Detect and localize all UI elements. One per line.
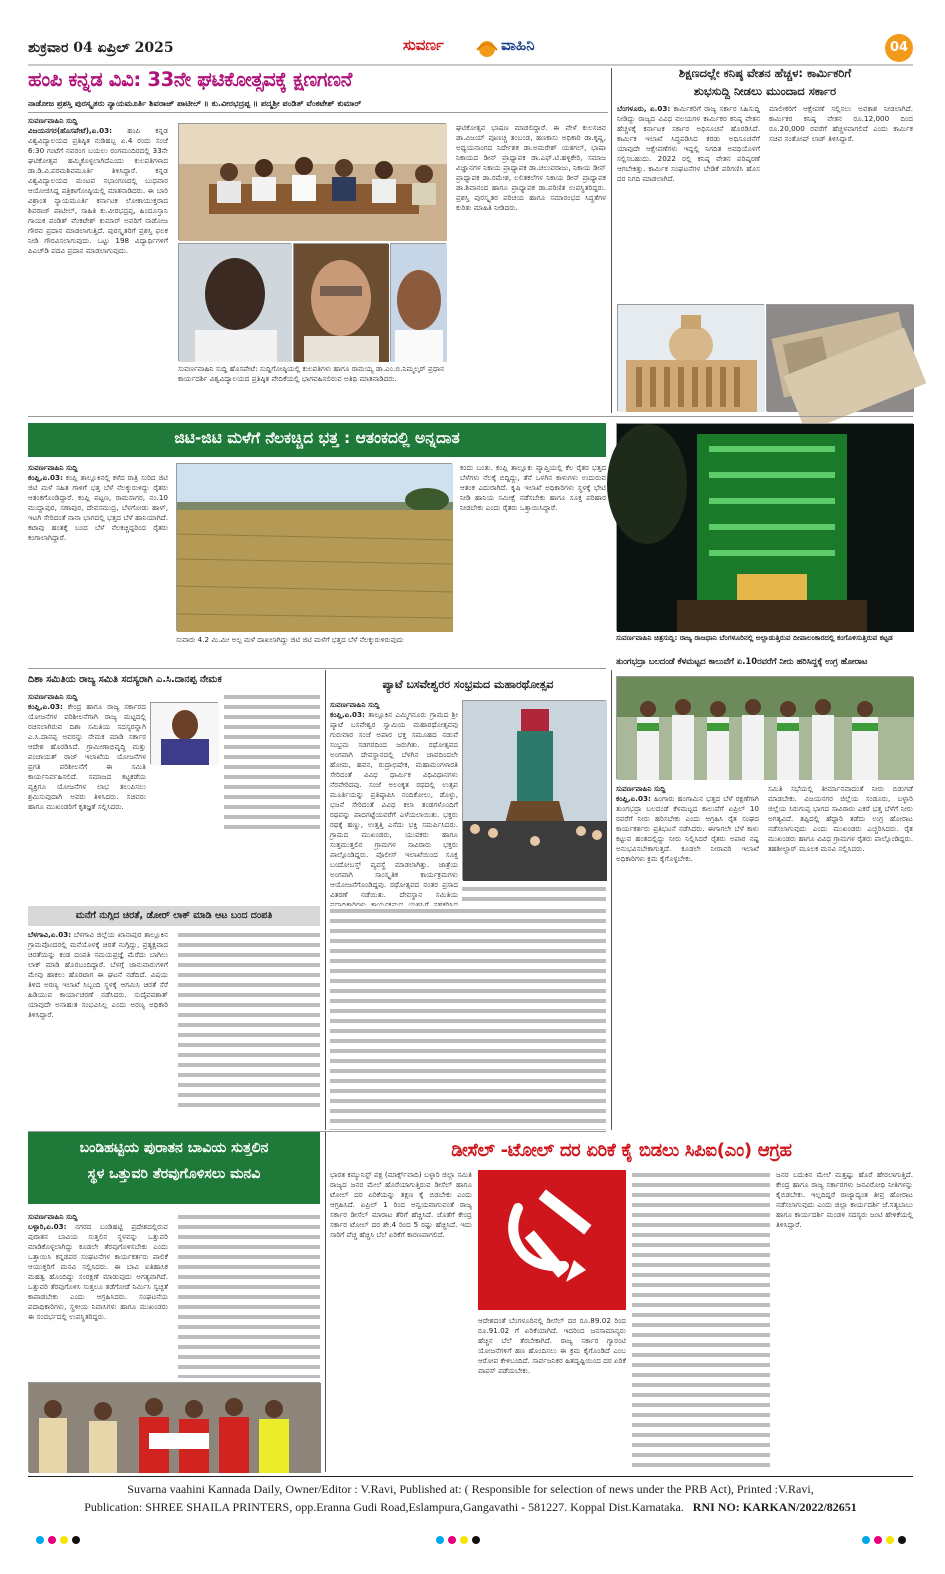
hampi-body-2: ಘಟಿಕೋತ್ಸವ ಭಾಷಣ ಮಾಡಲಿದ್ದಾರೆ. ಈ ವೇಳೆ ಕುಲಸಚಿವ ಡಾ.ವಿಜಯ್ ಪೂಣಚ್ಚ ತಂಬಂಡ, ಹಣಕಾಸು ಅಧಿಕಾರಿ ಡಾ.ಕೃಷ್ಣ, ಅಧ್ಯಯನಾಂಗದ ನಿರ್ದೇಶಕ ಡಾ.ಅಮರೇಶ್ ಯತಗಲ್, ಭಾಷಾ ನಿಕಾಯದ ಡೀನ್ ಪ್ರಾಧ್ಯಾಪಕ ಡಾ.ಎಫ್.ಟಿ.ಹಳ್ಳಿಕೇರಿ, ಸಮಾಜ ವಿಜ್ಞಾನಗಳ ನಿಕಾಯ ಪ್ರಾಧ್ಯಾಪಕ ಡಾ.ಚಲುವರಾಜು, ನಿಕಾಯ ಡೀನ್ ಪ್ರಾಧ್ಯಾಪಕ ಡಾ.ರಮೇಶ, ಲಲಿತಕಲೆಗಳ ನಿಕಾಯ ಡೀನ್ ಪ್ರಾಧ್ಯಾಪಕ ಡಾ.ಶಿವಾನಂದ ಹಾಗೂ ಪ್ರಾಧ್ಯಾಪಕ ಡಾ.ಪರಿಣಿತ ಉಪಸ್ಥಿತರಿದ್ದರು. ಪ್ರಶಸ್ತಿ ಪುರಸ್ಕೃತರ ಪರಿಚಯ ಹಾಗೂ ಸಮಾರಂಭದ ಸಿದ್ಧತೆಗಳ ಕುರಿತು ಮಾಹಿತಿ ನೀಡಿದರು. bbox=[456, 123, 606, 212]
chariot-photo bbox=[462, 700, 606, 880]
press-meet-photo bbox=[178, 123, 446, 240]
wage-dateline: ಬೆಂಗಳೂರು, ಏ.03: bbox=[617, 104, 671, 113]
jatre-headline: ಪ್ಯಾಟೆ ಬಸವೇಶ್ವರರ ಸಂಭ್ರಮದ ಮಹಾರಥೋತ್ಸವ bbox=[382, 678, 554, 691]
jiti-body-1: ಕಂಪ್ಲಿ ತಾಲ್ಲೂಕಿನಲ್ಲಿ ಕಳೆದ ರಾತ್ರಿ ಸುರಿದ ಜಿಟಿ ಜಿಟಿ ಮಳೆ ಸಹಿತ ಗಾಳಿಗೆ ಭತ್ತ ಬೆಳೆ ನೆಲಕ್ಕುರುಳಿದ್ದು ರೈತರು ಆತಂಕಗೊಂಡಿದ್ದಾರೆ. ಕಂಪ್ಲಿ ಪಟ್ಟಣ, ರಾಮಸಾಗರ, ನಂ.10 ಮುದ್ದಾಪುರ, ಸಣಾಪುರ, ದೇವಸಮುದ್ರ, ಬೆಳಗೋಡು ಹಾಳ್, ಇಟಗಿ ಸೇರಿದಂತೆ ನಾನಾ ಭಾಗದಲ್ಲಿ ಭತ್ತದ ಬೆಳೆ ಹಾನಿಯಾಗಿದೆ. ಕಟಾವು ಹಂತಕ್ಕೆ ಬಂದ ಬೆಳೆ ನೆಲಕಚ್ಚಿದ್ದರಿಂದ ರೈತರು ಕಂಗಾಲಾಗಿದ್ದಾರೆ. bbox=[28, 473, 168, 542]
portrait-veerabhadrappa bbox=[293, 243, 388, 361]
wage-story bbox=[617, 66, 913, 411]
bavi-byline: ಸುವರ್ಣವಾಹಿನಿ ಸುದ್ದಿ bbox=[28, 1212, 78, 1221]
hampi-photo-caption: ಸುವರ್ಣವಾಹಿನಿ ಸುದ್ದಿ ಹೊಸಪೇಟೆ: ಸುದ್ದಿಗೋಷ್ಠಿಯಲ್ಲಿ ಕುಲಪತಿಗಳು ಹಾಗೂ ರಾಮಯ್ಯ ಡಾ.ಎಂ.ಬಿ.ನಿಮ್ಮಲ್ಕರ್ ಪ್ರಧಾನ ಕಾರ್ಯದರ್ಶಿ ವಿಶ್ವವಿದ್ಯಾಲಯದ ಪ್ರತಿಷ್ಠಿತ ವೇದಿಕೆಯಲ್ಲಿ ಭಾಗವಹಿಸಲಿರುವ ಅತಿಥಿ ಮಾತನಾಡಿದರು. bbox=[178, 364, 445, 383]
theft-col2 bbox=[178, 930, 320, 1112]
bavi-col1 bbox=[28, 1212, 168, 1378]
section-rule-2 bbox=[28, 668, 606, 669]
diesel-col3 bbox=[632, 1170, 770, 1472]
diesel-body-2: ಆದೇಶದಂತೆ ಬೆಂಗಳೂರಿನಲ್ಲಿ ಡೀಸೆಲ್ ದರ ರೂ.89.02 ರಿಂದ ರೂ.91.02 ಗೆ ಏರಿಕೆಯಾಗಿದೆ. ಇದರಿಂದ ಜನಸಾಮಾನ್ಯರು ಹೆಚ್ಚಿನ ಬೆಲೆ ತೆರಬೇಕಾಗಿದೆ. ರಾಜ್ಯ ಸರ್ಕಾರ ಗ್ಯಾರಂಟಿ ಯೋಜನೆಗಳಿಗೆ ಹಣ ಹೊಂದಿಸಲು ಈ ಕ್ರಮ ಕೈಗೊಂಡಿದೆ ಎಂಬ ಆರೋಪ ಕೇಳಿಬಂದಿದೆ. ಸಾರ್ವಜನಿಕರ ಹಿತದೃಷ್ಟಿಯಿಂದ ದರ ಏರಿಕೆ ವಾಪಸ್ ಪಡೆಯಬೇಕು. bbox=[478, 1316, 626, 1375]
imprint-line-1: Suvarna vaahini Kannada Daily, Owner/Editor : V.Ravi, Published at: ( Responsible for selection of news under the PRB Act), Printed :V.Ravi, bbox=[127, 1482, 814, 1496]
hampi-col2 bbox=[456, 123, 606, 413]
jatre-dateline: ಕಂಪ್ಲಿ,ಏ.03: bbox=[330, 710, 365, 719]
tunga-byline: ಸುವರ್ಣವಾಹಿನಿ ಸುದ್ದಿ bbox=[616, 784, 666, 793]
illuminated-building-photo bbox=[616, 423, 913, 631]
bavi-dateline: ಬಳ್ಳಾರಿ,ಏ.03: bbox=[28, 1222, 67, 1231]
hampi-dateline: ವಿಜಯನಗರ(ಹೊಸಪೇಟೆ),ಏ.03: bbox=[28, 126, 113, 135]
vidhana-soudha-photo bbox=[617, 304, 764, 411]
theft-col1 bbox=[28, 930, 168, 1112]
night-photo-caption: ಸುವರ್ಣವಾಹಿನಿ ಚಿತ್ರಸುದ್ದಿ: ರಾಜ್ಯ ರಾಜಧಾನಿ ಬೆಂಗಳೂರಿನಲ್ಲಿ ಅಲ್ಲಾಡುತ್ತಿರುವ ದೀಪಾಲಂಕಾರದಲ್ಲಿ ಕಂಗೊಳಿಸುತ್ತಿರುವ ಕಟ್ಟಡ bbox=[616, 633, 893, 642]
theft-dateline: ಬೆಳಗಾವಿ,ಏ.03: bbox=[28, 930, 72, 939]
diesel-col4 bbox=[776, 1170, 913, 1472]
disha-body: ಕೇಂದ್ರ ಹಾಗೂ ರಾಜ್ಯ ಸರ್ಕಾರದ ಯೋಜನೆಗಳ ಪರಿಶೀಲನೆಗಾಗಿ ರಾಜ್ಯ ಮಟ್ಟದಲ್ಲಿ ರಚಿಸಲಾಗಿರುವ ದಿಶಾ ಸಮಿತಿಯ ಸದಸ್ಯರನ್ನಾಗಿ ಎ.ಸಿ.ದಾನಪ್ಪ ಅವರನ್ನು ನೇಮಕ ಮಾಡಿ ಸರ್ಕಾರ ಆದೇಶ ಹೊರಡಿಸಿದೆ. ಗ್ರಾಮೀಣಾಭಿವೃದ್ಧಿ ಮತ್ತು ಪಂಚಾಯತ್ ರಾಜ್ ಇಲಾಖೆಯ ಯೋಜನೆಗಳ ಪ್ರಗತಿ ಪರಿಶೀಲನೆಗೆ ಈ ಸಮಿತಿ ಕಾರ್ಯನಿರ್ವಹಿಸಲಿದೆ. ಸಮಾಜದ ಕಟ್ಟಕಡೆಯ ವ್ಯಕ್ತಿಗೂ ಯೋಜನೆಗಳ ಲಾಭ ತಲುಪಿಸಲು ಶ್ರಮಿಸುವುದಾಗಿ ಅವರು ತಿಳಿಸಿದರು. ಸಚಿವರು ಹಾಗೂ ಮುಖಂಡರಿಗೆ ಕೃತಜ್ಞತೆ ಸಲ್ಲಿಸಿದರು. bbox=[28, 702, 146, 811]
brand-logo bbox=[403, 34, 603, 60]
page-number-badge bbox=[885, 34, 913, 62]
page-number: 04 bbox=[889, 40, 909, 55]
imprint bbox=[28, 1480, 913, 1520]
rni-number: RNI NO: KARKAN/2022/82651 bbox=[692, 1500, 857, 1514]
hampi-headline: ಹಂಪಿ ಕನ್ನಡ ವಿವಿ: 33ನೇ ಘಟಿಕೋತ್ಸವಕ್ಕೆ ಕ್ಷಣಗಣನೆ bbox=[28, 68, 353, 91]
hampi-col1 bbox=[28, 116, 168, 413]
diesel-body-3: ಜನರ ಬದುಕಿನ ಮೇಲೆ ಮತ್ತಷ್ಟು ಹೊರೆ ಹೇರಲಾಗುತ್ತಿದೆ. ಕೇಂದ್ರ ಹಾಗೂ ರಾಜ್ಯ ಸರ್ಕಾರಗಳು ಜನವಿರೋಧಿ ನೀತಿಗಳನ್ನು ಕೈಬಿಡಬೇಕು. ಇಲ್ಲದಿದ್ದರೆ ರಾಜ್ಯಾದ್ಯಂತ ತೀವ್ರ ಹೋರಾಟ ನಡೆಸಲಾಗುವುದು ಎಂದು ಜಿಲ್ಲಾ ಕಾರ್ಯದರ್ಶಿ ಜೆ.ಸತ್ಯಬಾಬು ಹಾಗೂ ಕಾರ್ಯದರ್ಶಿ ಮಂಡಳಿ ಸದಸ್ಯರು ಜಂಟಿ ಹೇಳಿಕೆಯಲ್ಲಿ ತಿಳಿಸಿದ್ದಾರೆ. bbox=[776, 1170, 913, 1229]
diesel-col1 bbox=[330, 1170, 472, 1472]
tunga-headline: ತುಂಗಭದ್ರಾ ಬಲದಂಡೆ ಕೆಳಮಟ್ಟದ ಕಾಲುವೆಗೆ ಏ.10ರವರೆಗೆ ನೀರು ಹರಿಸಿದ್ದಕ್ಕೆ ಉಗ್ರ ಹೋರಾಟ bbox=[616, 656, 868, 666]
masthead bbox=[28, 34, 913, 62]
hampi-subhead: ನಾಡೋಜ ಪ್ರಶಸ್ತಿ ಪುರಸ್ಕೃತರು ನ್ಯಾಯಮೂರ್ತಿ ಶಿವರಾಜ್ ಪಾಟೀಲ್ ॥ ಕು.ವೀರಭದ್ರಪ್ಪ ॥ ಪದ್ಮಶ್ರೀ ಪಂಡಿತ್ ವೆಂಕಟೇಶ್ ಕುಮಾರ್ bbox=[28, 98, 362, 108]
farmers-protest-photo bbox=[616, 676, 913, 779]
portrait-shivaraj-patil bbox=[178, 243, 291, 361]
diesel-story bbox=[330, 1140, 913, 1472]
danappa-portrait bbox=[150, 702, 218, 764]
brand-name-right: ವಾಹಿನಿ bbox=[501, 36, 535, 54]
jatre-byline: ಸುವರ್ಣವಾಹಿನಿ ಸುದ್ದಿ bbox=[330, 700, 380, 709]
disha-dateline: ಕಂಪ್ಲಿ,ಏ.03: bbox=[28, 702, 63, 711]
jiti-headline: ಜಿಟಿ-ಜಿಟಿ ಮಳೆಗೆ ನೆಲಕಚ್ಚಿದ ಭತ್ತ : ಆತಂಕದಲ್ಲಿ ಅನ್ನದಾತ bbox=[174, 429, 460, 447]
jiti-col2 bbox=[460, 463, 606, 663]
tunga-story bbox=[616, 656, 913, 1132]
sun-logo-icon bbox=[475, 36, 499, 58]
issue-date: ಶುಕ್ರವಾರ 04 ಏಪ್ರಿಲ್ 2025 bbox=[28, 40, 174, 56]
theft-headline-band bbox=[28, 906, 320, 926]
hampi-story bbox=[28, 68, 608, 413]
bavi-headline-1: ಬಂಡಿಹಟ್ಟಿಯ ಪುರಾತನ ಬಾವಿಯ ಸುತ್ತಲಿನ bbox=[79, 1140, 269, 1156]
cpim-flag-image bbox=[478, 1170, 626, 1310]
wage-body-2: ಮಾಲೀಕರಿಗೆ ಆಕ್ಷೇಪಣೆ ಸಲ್ಲಿಸಲು ಅವಕಾಶ ನೀಡಲಾಗಿದೆ. ಕಾರ್ಮಿಕರ ಕನಿಷ್ಠ ವೇತನ ರೂ.12,000 ದಿಂದ ರೂ.20,000 ರವರೆಗೆ ಹೆಚ್ಚಳವಾಗಲಿದೆ ಎಂದು ಕಾರ್ಮಿಕ ಸಚಿವ ಸಂತೋಷ್ ಲಾಡ್ ತಿಳಿಸಿದ್ದಾರೆ. bbox=[769, 104, 913, 143]
bavi-headline-band bbox=[28, 1132, 320, 1204]
tunga-body-1: ಹಿಂಗಾರು ಹಂಗಾಮಿನ ಭತ್ತದ ಬೆಳೆ ರಕ್ಷಣೆಗಾಗಿ ತುಂಗಭದ್ರಾ ಬಲದಂಡೆ ಕೆಳಮಟ್ಟದ ಕಾಲುವೆಗೆ ಏಪ್ರಿಲ್ 10 ರವರೆಗೆ ನೀರು ಹರಿಸಬೇಕು ಎಂದು ಆಗ್ರಹಿಸಿ ರೈತ ಸಂಘದ ಕಾರ್ಯಕರ್ತರು ಪ್ರತಿಭಟನೆ ನಡೆಸಿದರು. ಈಗಾಗಲೇ ಬೆಳೆ ಕಾಳು ಕಟ್ಟುವ ಹಂತದಲ್ಲಿದ್ದು ನೀರು ನಿಲ್ಲಿಸಿದರೆ ರೈತರು ಅಪಾರ ನಷ್ಟ ಅನುಭವಿಸಬೇಕಾಗುತ್ತದೆ. ಕೂಡಲೇ ನೀರಾವರಿ ಇಲಾಖೆ ಅಧಿಕಾರಿಗಳು ಕ್ರಮ ಕೈಗೊಳ್ಳಬೇಕು. bbox=[616, 794, 759, 863]
diesel-body-1: ಭಾರತ ಕಮ್ಯುನಿಸ್ಟ್ ಪಕ್ಷ (ಮಾರ್ಕ್ಸ್‌ವಾದಿ) ಬಳ್ಳಾರಿ ಜಿಲ್ಲಾ ಸಮಿತಿ ರಾಜ್ಯದ ಜನರ ಮೇಲೆ ಹೊರೆಯಾಗುತ್ತಿರುವ ಡೀಸೆಲ್ ಹಾಗೂ ಟೋಲ್ ದರ ಏರಿಕೆಯನ್ನು ತಕ್ಷಣ ಕೈ ಬಿಡಬೇಕು ಎಂದು ಆಗ್ರಹಿಸಿದೆ. ಏಪ್ರಿಲ್ 1 ರಿಂದ ಅನ್ವಯವಾಗುವಂತೆ ರಾಜ್ಯ ಸರ್ಕಾರ ಡೀಸೆಲ್ ಮಾರಾಟ ತೆರಿಗೆ ಹೆಚ್ಚಿಸಿದೆ. ಜೊತೆಗೆ ಕೇಂದ್ರ ಸರ್ಕಾರ ಟೋಲ್ ದರ ಶೇ.4 ರಿಂದ 5 ರಷ್ಟು ಹೆಚ್ಚಿಸಿದೆ. ಇದು ಸಾರಿಗೆ ವೆಚ್ಚ ಹೆಚ್ಚಿಸಿ ಬೆಲೆ ಏರಿಕೆಗೆ ಕಾರಣವಾಗಲಿದೆ. bbox=[330, 1170, 472, 1239]
bavi-body: ನಗರದ ಬಂಡಿಹಟ್ಟಿ ಪ್ರದೇಶದಲ್ಲಿರುವ ಪುರಾತನ ಬಾವಿಯ ಸುತ್ತಲಿನ ಸ್ಥಳವನ್ನು ಒತ್ತುವರಿ ಮಾಡಿಕೊಳ್ಳಲಾಗಿದ್ದು ಕೂಡಲೇ ತೆರವುಗೊಳಿಸಬೇಕು ಎಂದು ಒತ್ತಾಯಿಸಿ ಕನ್ನಡಪರ ಸಂಘಟನೆಗಳ ಕಾರ್ಯಕರ್ತರು ಪಾಲಿಕೆ ಆಯುಕ್ತರಿಗೆ ಮನವಿ ಸಲ್ಲಿಸಿದರು. ಈ ಬಾವಿ ಐತಿಹಾಸಿಕ ಮಹತ್ವ ಹೊಂದಿದ್ದು ಸಂರಕ್ಷಣೆ ಮಾಡುವುದು ಅಗತ್ಯವಾಗಿದೆ. ಒತ್ತುವರಿ ತೆರವುಗೊಳಿಸಿ ಸುತ್ತಲೂ ತಡೆಗೋಡೆ ನಿರ್ಮಿಸಿ ಸ್ವಚ್ಛತೆ ಕಾಪಾಡಬೇಕು ಎಂದು ಆಗ್ರಹಿಸಿದರು. ಸಂಘಟನೆಯ ಪದಾಧಿಕಾರಿಗಳು, ಸ್ಥಳೀಯ ನಿವಾಸಿಗಳು ಹಾಗೂ ಮುಖಂಡರು ಈ ಸಂದರ್ಭದಲ್ಲಿ ಉಪಸ್ಥಿತರಿದ್ದರು. bbox=[28, 1222, 168, 1321]
bavi-story bbox=[28, 1132, 320, 1472]
jiti-story bbox=[28, 423, 606, 666]
divider-top bbox=[611, 68, 612, 413]
jatre-story bbox=[330, 674, 606, 1132]
footer-rule bbox=[28, 1476, 913, 1477]
diesel-headline: ಡೀಸೆಲ್ -ಟೋಲ್ ದರ ಏರಿಕೆ ಕೈ ಬಿಡಲು ಸಿಪಿಐ(ಎಂ) ಆಗ್ರಹ bbox=[451, 1140, 792, 1161]
theft-story bbox=[28, 930, 320, 1130]
divider-mid-left bbox=[325, 670, 326, 1130]
tunga-col2 bbox=[768, 784, 913, 1130]
disha-col1 bbox=[28, 692, 146, 834]
disha-headline: ದಿಶಾ ಸಮಿತಿಯ ರಾಜ್ಯ ಸಮಿತಿ ಸದಸ್ಯರಾಗಿ ಎ.ಸಿ.ದಾನಪ್ಪ ನೇಮಕ bbox=[28, 674, 222, 685]
hampi-body-1: ಹಂಪಿ ಕನ್ನಡ ವಿಶ್ವವಿದ್ಯಾಲಯದ ಪ್ರತಿಷ್ಠಿತ ನುಡಿಹಬ್ಬ ಏ.4 ರಂದು ಸಂಜೆ 6:30 ಗಂಟೆಗೆ ನವರಂಗ ಬಯಲು ರಂಗಮಂದಿರದಲ್ಲಿ 33ನೇ ಘಟಿಕೋತ್ಸವ ಹಮ್ಮಿಕೊಳ್ಳಲಾಗಿದೆಎಂದು ಕುಲಪತಿಗಳಾದ ಡಾ.ಡಿ.ವಿ.ಪರಮಶಿವಮೂರ್ತಿ ತಿಳಿಸಿದ್ದಾರೆ. ಕನ್ನಡ ವಿಶ್ವವಿದ್ಯಾಲಯದ ಮಂಟಪ ಸಭಾಂಗಣದಲ್ಲಿ ಬುಧವಾರ ಆಯೋಜಿಸಿದ್ದ ಪತ್ರಿಕಾಗೋಷ್ಠಿಯಲ್ಲಿ ಮಾತನಾಡಿದರು. ಈ ಬಾರಿ ವಿಶ್ರಾಂತ ನ್ಯಾಯಮೂರ್ತಿ ಕರ್ನಾಟಕ ಲೋಕಾಯುಕ್ತರಾದ ಶಿವರಾಜ್ ಪಾಟೀಲ್, ಸಾಹಿತಿ ಕು.ವೀರಭದ್ರಪ್ಪ, ಹಿಂದೂಸ್ತಾನಿ ಗಾಯಕ ಪಂಡಿತ್ ವೆಂಕಟೇಶ್ ಕುಮಾರ್ ಅವರಿಗೆ ನಾಡೋಜ ಗೌರವ ಪ್ರದಾನ ಮಾಡಲಾಗುತ್ತಿದೆ. ಪುರಸ್ಕೃತರಿಗೆ ಪ್ರಶಸ್ತಿ ಫಲಕ ನೀಡಿ ಗೌರವಿಸಲಾಗುವುದು. ಒಟ್ಟು 198 ವಿದ್ಯಾರ್ಥಿಗಳಿಗೆ ಪಿಎಚ್‌ಡಿ ಪದವಿ ಪ್ರದಾನ ಮಾಡಲಾಗುವುದು. bbox=[28, 126, 168, 255]
memorandum-photo bbox=[28, 1382, 320, 1472]
jatre-col1 bbox=[330, 700, 458, 919]
wage-body-1: ಕಾರ್ಮಿಕರಿಗೆ ರಾಜ್ಯ ಸರ್ಕಾರ ಸಿಹಿಸುದ್ದಿ ನೀಡಿದ್ದು ರಾಜ್ಯದ ವಿವಿಧ ವಲಯಗಳ ಕಾರ್ಮಿಕರ ಕನಿಷ್ಠ ವೇತನ ಹೆಚ್ಚಳಕ್ಕೆ ಕರ್ನಾಟಕ ಸರ್ಕಾರ ಅಧಿಸೂಚನೆ ಹೊರಡಿಸಿದೆ. ಕಾರ್ಮಿಕ ಇಲಾಖೆ ಸಿದ್ಧಪಡಿಸಿದ ಕರಡು ಅಧಿಸೂಚನೆಗೆ ಯಾವುದೇ ಆಕ್ಷೇಪಣೆಗಳು ಇದ್ದಲ್ಲಿ ನಿಗದಿತ ಅವಧಿಯೊಳಗೆ ಸಲ್ಲಿಸಬಹುದು. 2022 ರಲ್ಲಿ ಕನಿಷ್ಠ ವೇತನ ಪರಿಷ್ಕರಣೆ ಆಗಬೇಕಿತ್ತು. ಕಾರ್ಮಿಕ ಸಂಘಟನೆಗಳ ಬೇಡಿಕೆ ಪರಿಗಣಿಸಿ ಹೊಸ ದರ ನಿಗದಿ ಮಾಡಲಾಗಿದೆ. bbox=[617, 104, 761, 183]
theft-body: ಬೆಳಗಾವಿ ಜಿಲ್ಲೆಯ ಖಾನಾಪುರ ತಾಲ್ಲೂಕಿನ ಗ್ರಾಮವೊಂದರಲ್ಲಿ ಮನೆಯೊಳಕ್ಕೆ ಚಿರತೆ ನುಗ್ಗಿದ್ದು, ಪ್ರತ್ಯಕ್ಷವಾದ ಚಿರತೆಯನ್ನು ಕಂಡ ದಂಪತಿ ಸಮಯಪ್ರಜ್ಞೆ ಮೆರೆದು ಬಾಗಿಲು ಲಾಕ್ ಮಾಡಿ ಹೊರಬಂದಿದ್ದಾರೆ. ಬೆಳಗ್ಗೆ ಜಾನುವಾರುಗಳಿಗೆ ಮೇವು ಹಾಕಲು ಹೊರಟಾಗ ಈ ಘಟನೆ ನಡೆದಿದೆ. ವಿಷಯ ತಿಳಿದ ಅರಣ್ಯ ಇಲಾಖೆ ಸಿಬ್ಬಂದಿ ಸ್ಥಳಕ್ಕೆ ಆಗಮಿಸಿ ಚಿರತೆ ಸೆರೆ ಹಿಡಿಯುವ ಕಾರ್ಯಾಚರಣೆ ನಡೆಸಿದರು. ಸುದೈವವಶಾತ್ ಯಾವುದೇ ಅನಾಹುತ ಸಂಭವಿಸಿಲ್ಲ ಎಂದು ಅರಣ್ಯ ಅಧಿಕಾರಿ ತಿಳಿಸಿದ್ದಾರೆ. bbox=[28, 930, 168, 1019]
print-registration-marks bbox=[0, 1530, 945, 1550]
jiti-col1 bbox=[28, 463, 168, 663]
press-meet-illustration bbox=[179, 124, 447, 241]
wage-headline-2: ಶುಭಸುದ್ದಿ ನೀಡಲು ಮುಂದಾದ ಸರ್ಕಾರ bbox=[693, 84, 837, 98]
hampi-sub-rule bbox=[28, 112, 608, 113]
bavi-headline-2: ಸ್ಥಳ ಒತ್ತುವರಿ ತೆರವುಗೊಳಿಸಲು ಮನವಿ bbox=[87, 1166, 261, 1182]
disha-col2 bbox=[224, 692, 320, 834]
imprint-line-2: Publication: SHREE SHAILA PRINTERS, opp.Eranna Gudi Road,Eslampura,Gangavathi - 581227. Koppal Dist.Karnataka. bbox=[84, 1500, 684, 1514]
bavi-col2 bbox=[178, 1212, 320, 1378]
jiti-headline-band bbox=[28, 423, 606, 457]
jiti-dateline: ಕಂಪ್ಲಿ,ಏ.03: bbox=[28, 473, 63, 482]
wage-headline-1: ಶಿಕ್ಷಣದಲ್ಲೇ ಕನಿಷ್ಠ ವೇತನ ಹೆಚ್ಚಳ: ಕಾರ್ಮಿಕರಿಗೆ bbox=[678, 66, 852, 80]
jiti-body-2: ಕಂದು ಬಂತು. ಕಂಪ್ಲಿ ತಾಲ್ಲೂಕು ವ್ಯಾಪ್ತಿಯಲ್ಲಿ ಕೆಲ ರೈತರ ಭತ್ತದ ಬೆಳೆಗಳು ನೆಲಕ್ಕೆ ಬಿದ್ದಿದ್ದು, ತೆನೆ ಒಳಗಿನ ಕಾಳುಗಳು ಉದುರುವ ಆತಂಕ ಎದುರಾಗಿದೆ. ಕೃಷಿ ಇಲಾಖೆ ಅಧಿಕಾರಿಗಳು ಸ್ಥಳಕ್ಕೆ ಭೇಟಿ ನೀಡಿ ಹಾನಿಯ ಸಮೀಕ್ಷೆ ನಡೆಸಬೇಕು ಹಾಗೂ ಸೂಕ್ತ ಪರಿಹಾರ ನೀಡಬೇಕು ಎಂದು ರೈತರು ಒತ್ತಾಯಿಸಿದ್ದಾರೆ. bbox=[460, 463, 606, 512]
jiti-photo-caption: ಸುವಾರು 4.2 ಮಿ.ಮೀ ಅಲ್ಪ ಮಳೆ ದಾಖಲಾಗಿದ್ದು ಜಿಟಿ ಜಿಟಿ ಮಳೆಗೆ ಭತ್ತದ ಬೆಳೆ ನೆಲಕ್ಕುರುಳಿರುವುದು bbox=[176, 635, 404, 644]
jatre-wide-text bbox=[330, 906, 606, 1130]
divider-bottom bbox=[325, 1132, 326, 1472]
wage-col1 bbox=[617, 104, 760, 302]
section-rule-1 bbox=[28, 416, 913, 417]
currency-notes-photo bbox=[766, 304, 913, 411]
hampi-byline: ಸುವರ್ಣವಾಹಿನಿ ಸುದ್ದಿ bbox=[28, 116, 78, 125]
tunga-col1 bbox=[616, 784, 759, 1130]
disha-byline: ಸುವರ್ಣವಾಹಿನಿ ಸುದ್ದಿ bbox=[28, 692, 78, 701]
jatre-body: ತಾಲ್ಲೂಕಿನ ಎಮ್ಮಿಗನೂರು ಗ್ರಾಮದ ಶ್ರೀ ಪ್ಯಾಟೆ ಬಸವೇಶ್ವರ ಸ್ವಾಮಿಯ ಮಹಾರಥೋತ್ಸವವು ಗುರುವಾರ ಸಂಜೆ ಅಪಾರ ಭಕ್ತ ಸಮೂಹದ ನಡುವೆ ಸಂಭ್ರಮ ಸಡಗರದಿಂದ ಜರುಗಿತು. ರಥೋತ್ಸವದ ಅಂಗವಾಗಿ ದೇವಸ್ಥಾನದಲ್ಲಿ ಬೆಳಗಿನ ಜಾವದಿಂದಲೇ ಹೋಮ, ಹವನ, ರುದ್ರಾಭಿಷೇಕ, ಮಹಾಮಂಗಳಾರತಿ ಸೇರಿದಂತೆ ವಿವಿಧ ಧಾರ್ಮಿಕ ವಿಧಿವಿಧಾನಗಳು ನೆರವೇರಿದವು. ಸಂಜೆ ಅಲಂಕೃತ ರಥದಲ್ಲಿ ಉತ್ಸವ ಮೂರ್ತಿಯನ್ನು ಪ್ರತಿಷ್ಠಾಪಿಸಿ ನಂದಿಕೋಲು, ಡೊಳ್ಳು, ಭಜನೆ ಸೇರಿದಂತೆ ವಿವಿಧ ಕಲಾ ತಂಡಗಳೊಂದಿಗೆ ರಥವನ್ನು ಪಾದಗಟ್ಟೆಯವರೆಗೆ ಎಳೆಯಲಾಯಿತು. ಭಕ್ತರು ರಥಕ್ಕೆ ಹಣ್ಣು, ಉತ್ತತ್ತಿ ಎಸೆದು ಭಕ್ತಿ ಸಮರ್ಪಿಸಿದರು. ಗ್ರಾಮದ ಮುಖಂಡರು, ಯುವಕರು ಹಾಗೂ ಸುತ್ತಮುತ್ತಲಿನ ಗ್ರಾಮಗಳ ಸಾವಿರಾರು ಭಕ್ತರು ಪಾಲ್ಗೊಂಡಿದ್ದರು. ಪೊಲೀಸ್ ಇಲಾಖೆಯಿಂದ ಸೂಕ್ತ ಬಂದೋಬಸ್ತ್ ವ್ಯವಸ್ಥೆ ಮಾಡಲಾಗಿತ್ತು. ಜಾತ್ರೆಯ ಅಂಗವಾಗಿ ಸಾಂಸ್ಕೃತಿಕ ಕಾರ್ಯಕ್ರಮಗಳು ಆಯೋಜನೆಗೊಂಡಿದ್ದವು. ರಥೋತ್ಸವದ ನಂತರ ಪ್ರಸಾದ ವಿತರಣೆ ನಡೆಯಿತು. ದೇವಸ್ಥಾನ ಸಮಿತಿಯ ಪದಾಧಿಕಾರಿಗಳು ಕಾರ್ಯಕ್ರಮದ ಯಶಸ್ಸಿಗೆ ಸಹಕರಿಸಿದ ಎಲ್ಲರಿಗೂ ಕೃತಜ್ಞತೆ ಸಲ್ಲಿಸಿದರು. bbox=[330, 710, 458, 919]
disha-story bbox=[28, 674, 320, 921]
tunga-dateline: ಕಂಪ್ಲಿ,ಏ.03: bbox=[616, 794, 651, 803]
diesel-col2 bbox=[478, 1316, 626, 1472]
tunga-body-2: ಸಮಿತಿ ಸಭೆಯಲ್ಲಿ ತೀರ್ಮಾನವಾದಂತೆ ನೀರು ಬಿಡುಗಡೆ ಮಾಡಬೇಕು. ವಿಜಯನಗರ ಜಿಲ್ಲೆಯ ಸಂಡೂರು, ಬಳ್ಳಾರಿ ಜಿಲ್ಲೆಯ ಸಿರುಗುಪ್ಪ ಭಾಗದ ಸಾವಿರಾರು ಎಕರೆ ಭತ್ತ ಬೆಳೆಗೆ ನೀರು ಅಗತ್ಯವಿದೆ. ತಪ್ಪಿದಲ್ಲಿ ಹೆದ್ದಾರಿ ತಡೆದು ಉಗ್ರ ಹೋರಾಟ ನಡೆಸಲಾಗುವುದು ಎಂದು ಮುಖಂಡರು ಎಚ್ಚರಿಸಿದರು. ರೈತ ಮುಖಂಡರು ಹಾಗೂ ವಿವಿಧ ಗ್ರಾಮಗಳ ರೈತರು ಪಾಲ್ಗೊಂಡಿದ್ದರು. ತಹಶೀಲ್ದಾರ್ ಮೂಲಕ ಮನವಿ ಸಲ್ಲಿಸಿದರು. bbox=[768, 784, 913, 853]
paddy-field-photo bbox=[176, 463, 452, 631]
brand-name-left: ಸುವರ್ಣ bbox=[403, 36, 444, 54]
jiti-byline: ಸುವರ್ಣವಾಹಿನಿ ಸುದ್ದಿ bbox=[28, 463, 78, 472]
theft-headline: ಮನೆಗೆ ನುಗ್ಗಿದ ಚಿರತೆ, ಡೋರ್ ಲಾಕ್ ಮಾಡಿ ಆಟ ಬಂದ ದಂಪತಿ bbox=[75, 910, 273, 921]
portrait-venkatesh-kumar bbox=[390, 243, 446, 361]
wage-col2 bbox=[769, 104, 913, 300]
divider-mid-right bbox=[611, 670, 612, 1130]
